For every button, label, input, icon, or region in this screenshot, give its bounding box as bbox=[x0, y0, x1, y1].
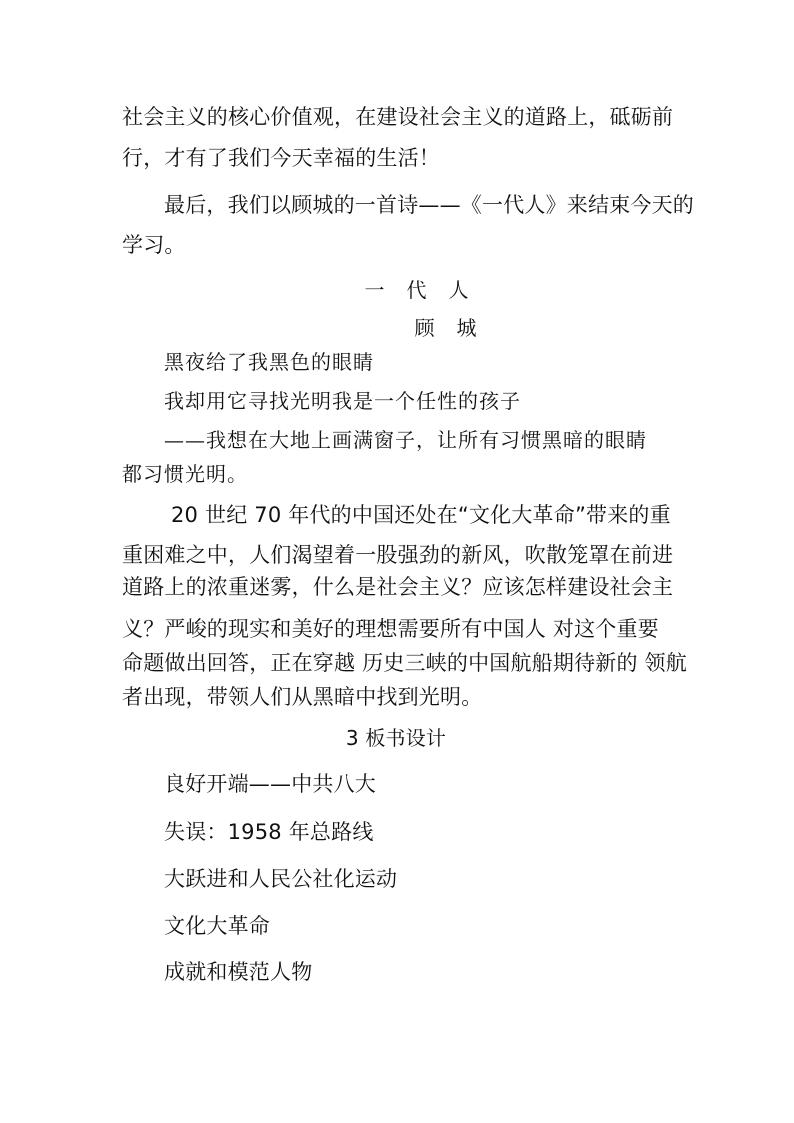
poem-line-1: 黑夜给了我黑色的眼睛 bbox=[164, 350, 374, 374]
section-heading: 3 板书设计 bbox=[345, 726, 447, 750]
poem-author: 顾 城 bbox=[414, 316, 478, 340]
paragraph-3-line-4: 义？严峻的现实和美好的理想需要所有中国人 对这个重要 bbox=[122, 617, 659, 641]
poem-line-4: 都习惯光明。 bbox=[122, 462, 248, 486]
board-outline-item-4: 文化大革命 bbox=[164, 914, 270, 938]
paragraph-3-line-1: 20 世纪 70 年代的中国还处在“文化大革命”带来的重 bbox=[171, 503, 671, 527]
poem-title: 一 代 人 bbox=[364, 278, 470, 302]
poem-line-2: 我却用它寻找光明我是一个任性的孩子 bbox=[164, 389, 521, 413]
paragraph-3-line-6: 者出现，带领人们从黑暗中找到光明。 bbox=[122, 685, 483, 709]
paragraph-3-line-3: 道路上的浓重迷雾，什么是社会主义？应该怎样建设社会主 bbox=[122, 575, 674, 599]
board-outline-item-5: 成就和模范人物 bbox=[164, 960, 313, 984]
board-outline-item-3: 大跃进和人民公社化运动 bbox=[164, 867, 398, 891]
paragraph-3-line-2: 重困难之中，人们渴望着一股强劲的新风，吹散笼罩在前进 bbox=[122, 543, 674, 567]
board-outline-item-1: 良好开端——中共八大 bbox=[164, 772, 376, 796]
paragraph-2-line-1: 最后，我们以顾城的一首诗——《一代人》来结束今天的 bbox=[164, 193, 694, 217]
paragraph-1-line-2: 行，才有了我们今天幸福的生活！ bbox=[122, 146, 440, 170]
board-outline-item-2: 失误：1958 年总路线 bbox=[164, 820, 374, 844]
poem-line-3: ——我想在大地上画满窗子，让所有习惯黑暗的眼睛 bbox=[164, 428, 647, 452]
paragraph-2-line-2: 学习。 bbox=[122, 233, 186, 257]
paragraph-3-line-5: 命题做出回答，正在穿越 历史三峡的中国航船期待新的 领航 bbox=[122, 651, 687, 675]
paragraph-1-line-1: 社会主义的核心价值观，在建设社会主义的道路上，砥砺前 bbox=[122, 105, 674, 129]
